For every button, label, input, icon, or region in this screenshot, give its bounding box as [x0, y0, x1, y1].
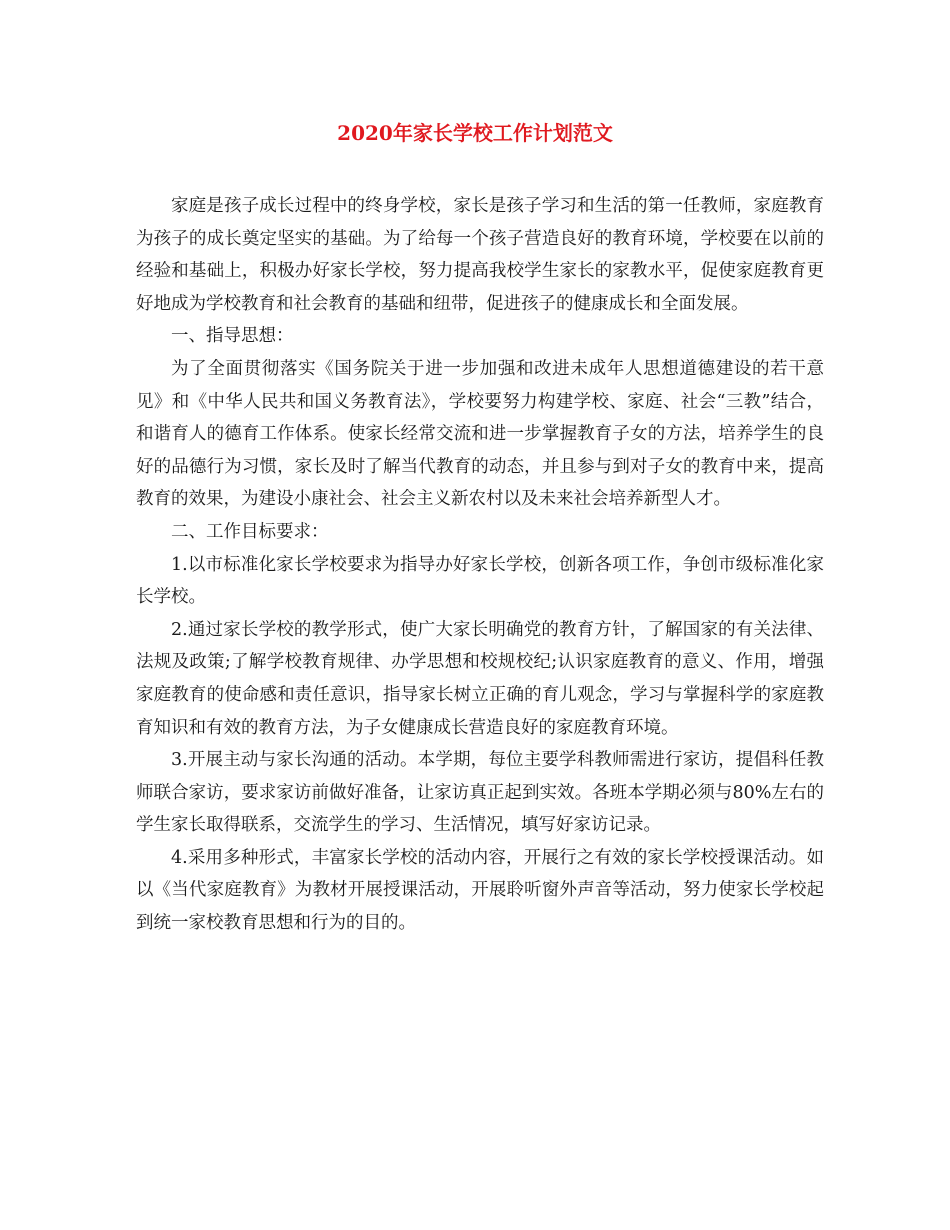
section-heading-work-goals: 二、工作目标要求：	[171, 521, 329, 542]
section-heading-guiding-ideology: 一、指导思想：	[171, 326, 294, 347]
goal-item-1: 1.以市标准化家长学校要求为指导办好家长学校，创新各项工作，争创市级标准化家长学校。	[136, 554, 824, 608]
goal-item-4: 4.采用多种形式，丰富家长学校的活动内容，开展行之有效的家长学校授课活动。如以《当代家庭教育》为教材开展授课活动，开展聆听窗外声音等活动，努力使家长学校起到统一家校教育思想和行为的目的。	[136, 847, 824, 934]
document-body	[136, 190, 824, 940]
intro-paragraph: 家庭是孩子成长过程中的终身学校，家长是孩子学习和生活的第一任教师，家庭教育为孩子的成长奠定坚实的基础。为了给每一个孩子营造良好的教育环境，学校要在以前的经验和基础上，积极办好家长学校，努力提高我校学生家长的家教水平，促使家庭教育更好地成为学校教育和社会教育的基础和纽带，促进孩子的健康成长和全面发展。	[136, 196, 824, 314]
guiding-ideology-paragraph: 为了全面贯彻落实《国务院关于进一步加强和改进未成年人思想道德建设的若干意见》和《中华人民共和国义务教育法》，学校要努力构建学校、家庭、社会“三教”结合，和谐育人的德育工作体系。使家长经常交流和进一步掌握教育子女的方法，培养学生的良好的品德行为习惯，家长及时了解当代教育的动态，并且参与到对子女的教育中来，提高教育的效果，为建设小康社会、社会主义新农村以及未来社会培养新型人才。	[136, 358, 824, 510]
document-title: 2020年家长学校工作计划范文	[337, 121, 613, 145]
goal-item-2: 2.通过家长学校的教学形式，使广大家长明确党的教育方针，了解国家的有关法律、法规及政策;了解学校教育规律、办学思想和校规校纪;认识家庭教育的意义、作用，增强家庭教育的使命感和责任意识，指导家长树立正确的育儿观念，学习与掌握科学的家庭教育知识和有效的教育方法，为子女健康成长营造良好的家庭教育环境。	[136, 619, 824, 738]
goal-item-3: 3.开展主动与家长沟通的活动。本学期，每位主要学科教师需进行家访，提倡科任教师联合家访，要求家访前做好准备，让家访真正起到实效。各班本学期必须与80%左右的学生家长取得联系，交流学生的学习、生活情况，填写好家访记录。	[136, 750, 824, 836]
